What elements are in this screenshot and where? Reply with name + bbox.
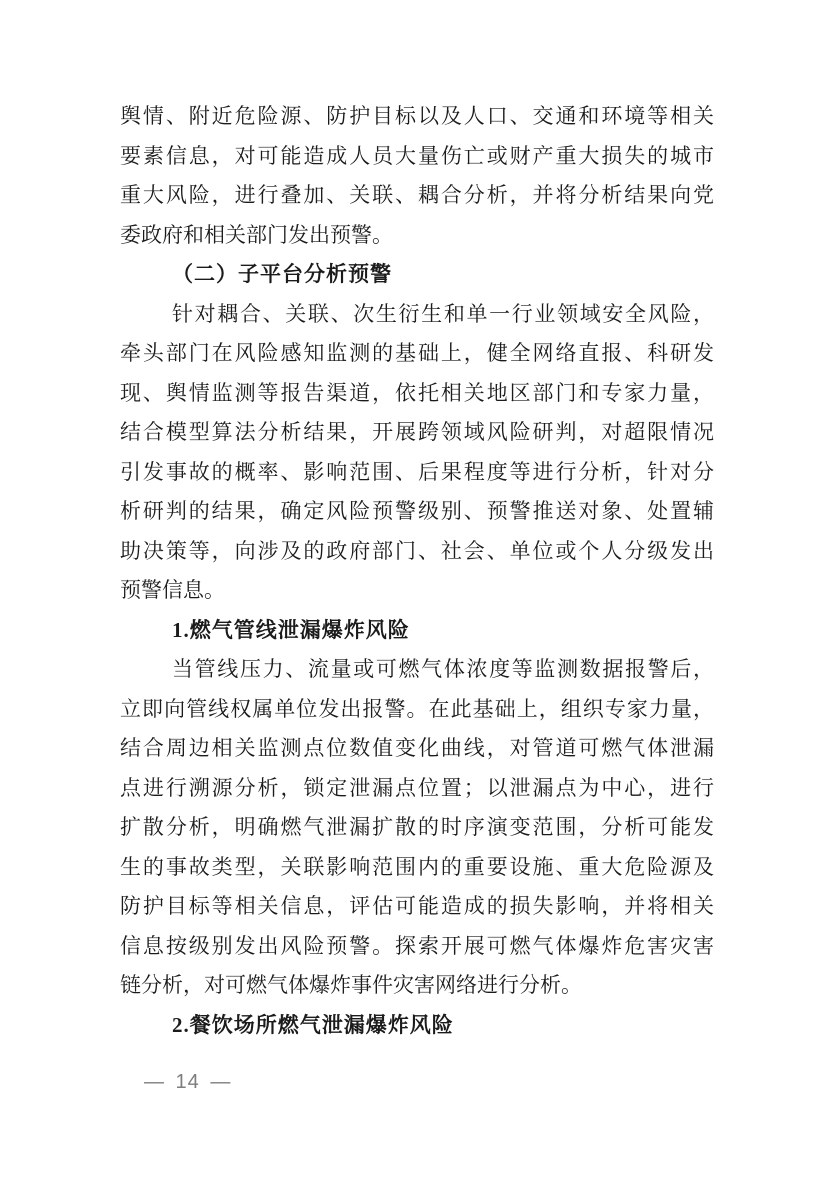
paragraph-line: 信息按级别发出风险预警。探索开展可燃气体爆炸危害灾害	[120, 933, 714, 958]
paragraph-line: 重大风险，进行叠加、关联、耦合分析，并将分析结果向党	[120, 183, 714, 207]
paragraph-line: 要素信息，对可能造成人员大量伤亡或财产重大损失的城市	[120, 143, 714, 168]
document-body	[120, 97, 714, 1045]
section-heading-gas-pipeline-risk: 1.燃气管线泄漏爆炸风险	[172, 617, 410, 642]
paragraph-line: 防护目标等相关信息，评估可能造成的损失影响，并将相关	[120, 894, 714, 918]
paragraph-line: 点进行溯源分析，锁定泄漏点位置；以泄漏点为中心，进行	[120, 775, 714, 800]
paragraph-line: 助决策等，向涉及的政府部门、社会、单位或个人分级发出	[120, 538, 714, 563]
paragraph-line: 生的事故类型，关联影响范围内的重要设施、重大危险源及	[120, 854, 714, 879]
paragraph-line: 预警信息。	[120, 578, 225, 602]
paragraph-line: 析研判的结果，确定风险预警级别、预警推送对象、处置辅	[120, 499, 714, 523]
page-number: — 14 —	[144, 1071, 232, 1093]
paragraph-line: 扩散分析，明确燃气泄漏扩散的时序演变范围，分析可能发	[120, 815, 714, 839]
paragraph-line: 当管线压力、流量或可燃气体浓度等监测数据报警后，	[172, 657, 714, 681]
paragraph-line: 针对耦合、关联、次生衍生和单一行业领域安全风险，	[172, 301, 714, 326]
paragraph-line: 现、舆情监测等报告渠道，依托相关地区部门和专家力量，	[120, 380, 714, 405]
paragraph-line: 舆情、附近危险源、防护目标以及人口、交通和环境等相关	[120, 104, 714, 128]
section-heading-restaurant-gas-risk: 2.餐饮场所燃气泄漏爆炸风险	[172, 1012, 454, 1037]
paragraph-line: 委政府和相关部门发出预警。	[120, 222, 393, 247]
section-heading-sub-platform-analysis: （二）子平台分析预警	[172, 262, 392, 286]
paragraph-line: 引发事故的概率、影响范围、后果程度等进行分析，针对分	[120, 459, 714, 484]
paragraph-line: 立即向管线权属单位发出报警。在此基础上，组织专家力量，	[120, 696, 714, 721]
paragraph-line: 牵头部门在风险感知监测的基础上，健全网络直报、科研发	[120, 341, 714, 365]
paragraph-line: 结合周边相关监测点位数值变化曲线，对管道可燃气体泄漏	[120, 736, 714, 760]
paragraph-line: 结合模型算法分析结果，开展跨领域风险研判，对超限情况	[120, 420, 714, 444]
paragraph-line: 链分析，对可燃气体爆炸事件灾害网络进行分析。	[120, 973, 582, 997]
